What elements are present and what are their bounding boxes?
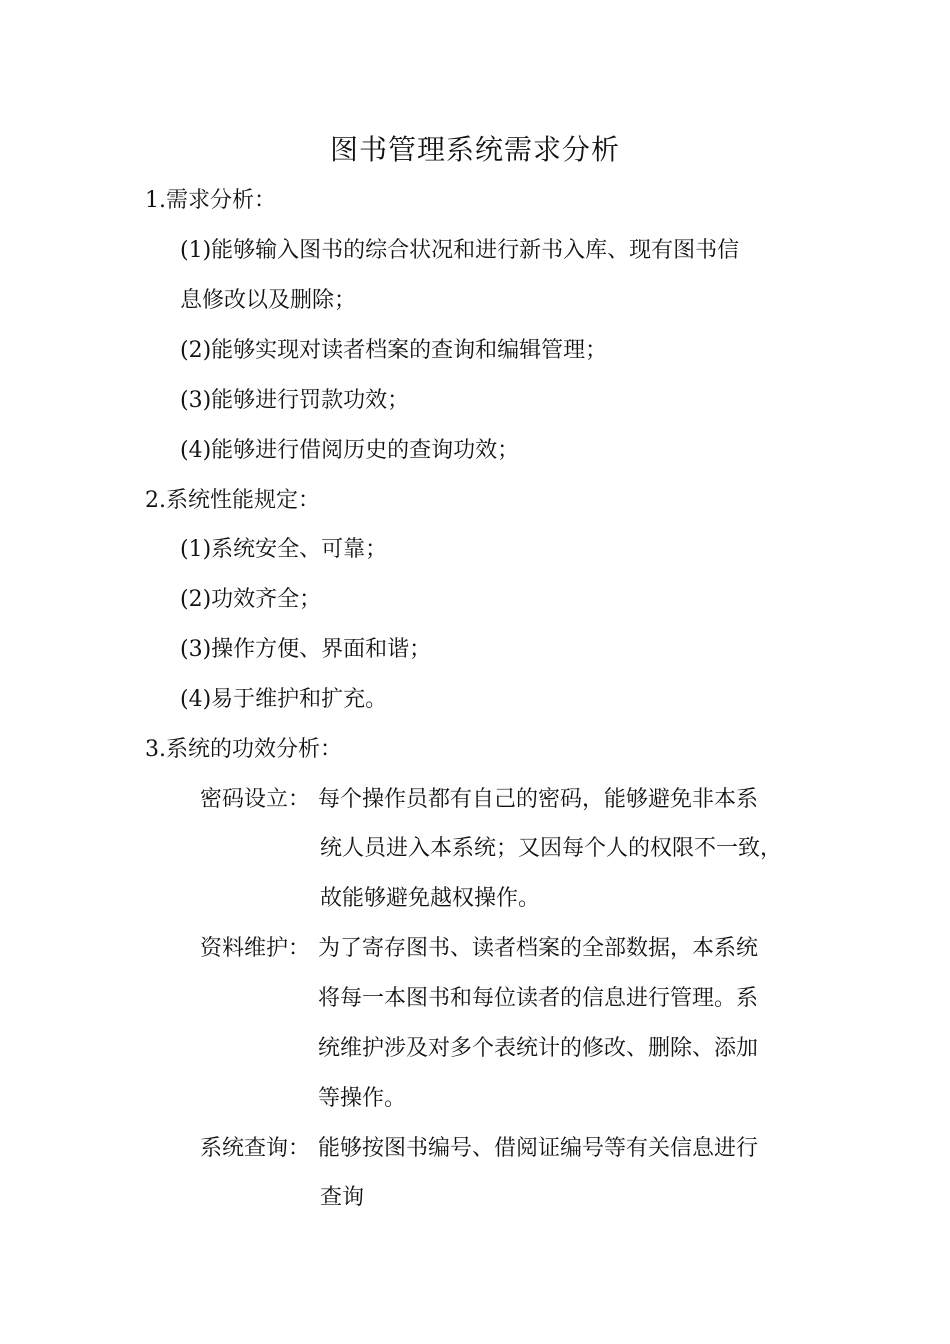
page-title: 图书管理系统需求分析: [329, 133, 620, 166]
requirement-item-1-line-2: 息修改以及删除；: [180, 288, 357, 313]
section-heading-performance: 2.系统性能规定：: [145, 488, 320, 513]
requirement-item-3: (3)能够进行罚款功效；: [180, 388, 410, 413]
requirement-item-4: (4)能够进行借阅历史的查询功效；: [180, 438, 520, 463]
function-label-maintenance: 资料维护：: [200, 936, 311, 961]
function-password-line-2: 统人员进入本系统；又因每个人的权限不一致，: [320, 836, 783, 861]
function-query-line-1: 能够按图书编号、借阅证编号等有关信息进行: [318, 1136, 759, 1161]
section-heading-requirements: 1.需求分析：: [145, 188, 276, 213]
function-maintenance-line-4: 等操作。: [318, 1086, 407, 1111]
requirement-item-2: (2)能够实现对读者档案的查询和编辑管理；: [180, 338, 608, 363]
performance-item-4: (4)易于维护和扩充。: [180, 687, 388, 712]
requirement-item-1-line-1: (1)能够输入图书的综合状况和进行新书入库、现有图书信: [180, 238, 740, 263]
function-password-line-1: 每个操作员都有自己的密码，能够避免非本系: [318, 787, 759, 812]
function-maintenance-line-3: 统维护涉及对多个表统计的修改、删除、添加: [318, 1036, 759, 1061]
function-maintenance-line-2: 将每一本图书和每位读者的信息进行管理。系: [318, 986, 759, 1011]
function-label-query: 系统查询：: [200, 1136, 311, 1161]
function-maintenance-line-1: 为了寄存图书、读者档案的全部数据，本系统: [318, 936, 759, 961]
section-heading-functions: 3.系统的功效分析：: [145, 737, 342, 762]
performance-item-3: (3)操作方便、界面和谐；: [180, 637, 432, 662]
function-label-password: 密码设立：: [200, 787, 311, 812]
performance-item-2: (2)功效齐全；: [180, 587, 322, 612]
function-query-line-2: 查询: [320, 1185, 365, 1210]
performance-item-1: (1)系统安全、可靠；: [180, 537, 388, 562]
function-password-line-3: 故能够避免越权操作。: [320, 886, 541, 911]
